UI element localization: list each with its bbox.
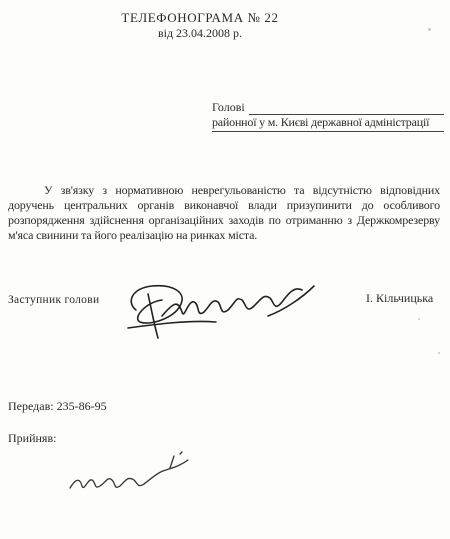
handwritten-signature-icon [118,272,328,342]
addressee-blank-line [249,103,444,115]
document-date: від 23.04.2008 р. [157,26,243,40]
scan-speck [428,28,431,31]
sent-by: Передав: 235-86-95 [8,399,107,413]
body-paragraph: У зв'язку з нормативною неврегульованістю та відсутністю відповідних доручень центральних органів виконавчої влади призупинити до особливого розпорядження здійснення організаційних заходів по отриманню з Держкомрезерву м'яса свинини та його реалізацію на ринках міста. [8,183,440,242]
received-by: Прийняв: [8,431,57,445]
addressee-head-label: Голові [212,100,245,114]
scan-speck [438,352,440,354]
document-title: ТЕЛЕФОНОГРАМА № 22 [121,10,279,25]
scan-speck [418,318,420,320]
signer-name: І. Кільчицька [366,291,434,305]
signer-position: Заступник голови [8,294,100,306]
receiver-signature-icon [62,448,202,498]
addressee-organization: районної у м. Києві державної адміністрації [212,115,444,132]
addressee-block [212,100,444,132]
